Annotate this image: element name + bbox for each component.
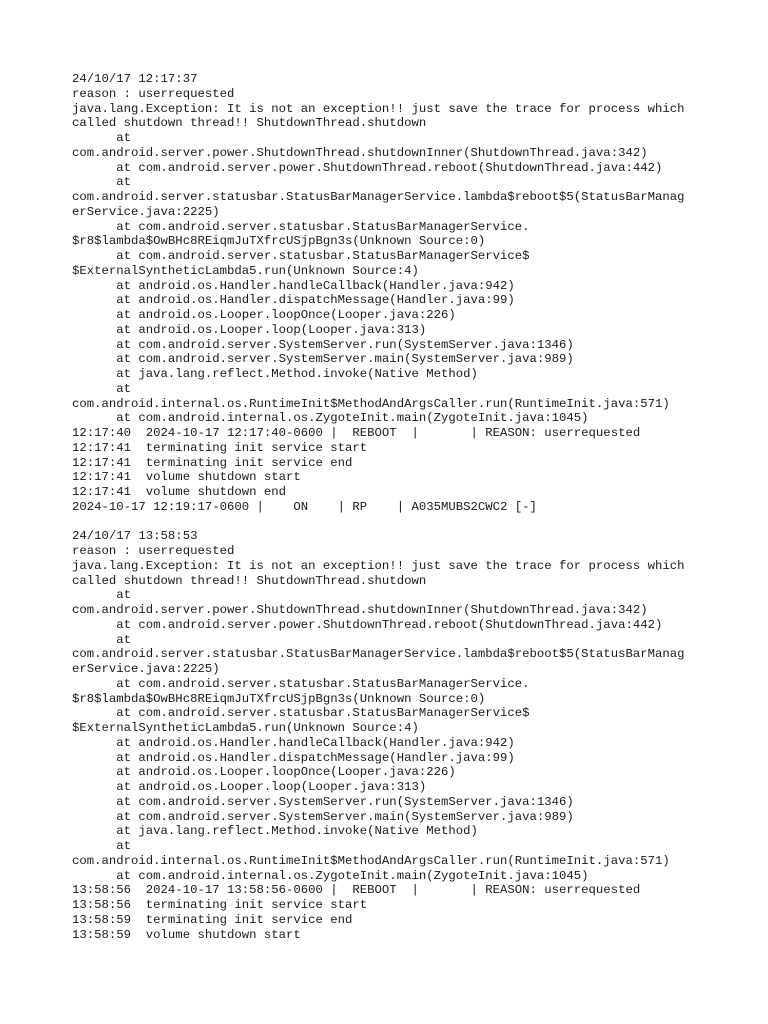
log-line: 12:17:41 terminating init service end	[72, 455, 353, 470]
log-line: 12:17:41 terminating init service start	[72, 440, 368, 455]
log-line: at com.android.server.statusbar.StatusBarManagerService.	[72, 676, 530, 691]
log-line: at com.android.server.statusbar.StatusBarManagerService$	[72, 249, 530, 263]
log-line: at android.os.Looper.loopOnce(Looper.java:226)	[72, 308, 456, 322]
log-line: 13:58:59 terminating init service end	[72, 912, 353, 927]
log-line: reason : userrequested	[72, 86, 235, 101]
log-line: called shutdown thread!! ShutdownThread.shutdown	[72, 573, 427, 588]
log-line: 13:58:59 volume shutdown start	[72, 927, 301, 942]
log-line: called shutdown thread!! ShutdownThread.shutdown	[72, 116, 427, 131]
log-line: com.android.server.power.ShutdownThread.shutdownInner(ShutdownThread.java:342)	[72, 145, 648, 160]
log-line: at com.android.server.SystemServer.main(SystemServer.java:989)	[72, 809, 574, 824]
log-line: 2024-10-17 12:19:17-0600 | ON | RP | A035MUBS2CWC2 [-]	[72, 499, 537, 514]
log-line: $ExternalSyntheticLambda5.run(Unknown Source:4)	[72, 721, 419, 735]
entry-separator	[72, 515, 732, 530]
log-line: at com.android.server.SystemServer.run(SystemServer.java:1346)	[72, 794, 574, 809]
log-line: erService.java:2225)	[72, 662, 220, 676]
log-line: at java.lang.reflect.Method.invoke(Native Method)	[72, 824, 478, 839]
log-line: 13:58:56 terminating init service start	[72, 898, 368, 912]
log-line: at com.android.server.SystemServer.main(SystemServer.java:989)	[72, 352, 574, 367]
log-line: 24/10/17 13:58:53	[72, 529, 198, 544]
log-line: at android.os.Looper.loop(Looper.java:313)	[72, 322, 427, 337]
log-line: com.android.server.statusbar.StatusBarManagerService.lambda$reboot$5(StatusBarManag	[72, 190, 685, 204]
shutdown-log	[72, 72, 732, 942]
log-line: com.android.internal.os.RuntimeInit$MethodAndArgsCaller.run(RuntimeInit.java:571)	[72, 853, 670, 868]
log-entry	[72, 72, 732, 515]
log-line: java.lang.Exception: It is not an exception!! just save the trace for process which	[72, 101, 685, 116]
log-line: at com.android.server.SystemServer.run(SystemServer.java:1346)	[72, 337, 574, 352]
log-line: at com.android.server.statusbar.StatusBarManagerService$	[72, 706, 530, 721]
log-line: $r8$lambda$OwBHc8REiqmJuTXfrcUSjpBgn3s(Unknown Source:0)	[72, 691, 486, 706]
log-line: at	[72, 632, 132, 647]
log-line: com.android.server.statusbar.StatusBarManagerService.lambda$reboot$5(StatusBarManag	[72, 647, 685, 662]
log-line: at com.android.internal.os.ZygoteInit.main(ZygoteInit.java:1045)	[72, 411, 589, 426]
log-line: at android.os.Handler.handleCallback(Handler.java:942)	[72, 278, 515, 293]
log-line: 13:58:56 2024-10-17 13:58:56-0600 | REBOOT | | REASON: userrequested	[72, 883, 641, 898]
log-line: 12:17:41 volume shutdown start	[72, 470, 301, 485]
log-line: at com.android.internal.os.ZygoteInit.main(ZygoteInit.java:1045)	[72, 868, 589, 883]
log-line: at	[72, 131, 132, 145]
log-line: 12:17:40 2024-10-17 12:17:40-0600 | REBOOT | | REASON: userrequested	[72, 426, 641, 440]
log-line: com.android.internal.os.RuntimeInit$MethodAndArgsCaller.run(RuntimeInit.java:571)	[72, 396, 670, 411]
log-line: at com.android.server.power.ShutdownThread.reboot(ShutdownThread.java:442)	[72, 160, 663, 175]
log-line: at	[72, 839, 132, 853]
log-line: $ExternalSyntheticLambda5.run(Unknown Source:4)	[72, 263, 419, 278]
log-line: at android.os.Handler.handleCallback(Handler.java:942)	[72, 735, 515, 750]
log-line: $r8$lambda$OwBHc8REiqmJuTXfrcUSjpBgn3s(Unknown Source:0)	[72, 234, 486, 249]
log-line: at com.android.server.statusbar.StatusBarManagerService.	[72, 219, 530, 234]
log-line: at	[72, 175, 132, 190]
log-line: at android.os.Looper.loopOnce(Looper.java:226)	[72, 765, 456, 780]
log-line: at	[72, 381, 132, 396]
log-line: java.lang.Exception: It is not an exception!! just save the trace for process which	[72, 558, 685, 573]
log-entry	[72, 529, 732, 942]
log-line: at android.os.Handler.dispatchMessage(Handler.java:99)	[72, 293, 515, 308]
log-line: reason : userrequested	[72, 544, 235, 558]
log-line: at android.os.Looper.loop(Looper.java:313)	[72, 780, 427, 794]
log-line: 12:17:41 volume shutdown end	[72, 485, 287, 499]
log-line: at java.lang.reflect.Method.invoke(Native Method)	[72, 367, 478, 381]
log-line: at com.android.server.power.ShutdownThread.reboot(ShutdownThread.java:442)	[72, 617, 663, 632]
log-line: erService.java:2225)	[72, 204, 220, 219]
log-line: com.android.server.power.ShutdownThread.shutdownInner(ShutdownThread.java:342)	[72, 603, 648, 617]
log-line: 24/10/17 12:17:37	[72, 72, 198, 86]
log-line: at android.os.Handler.dispatchMessage(Handler.java:99)	[72, 750, 515, 765]
log-line: at	[72, 588, 132, 603]
